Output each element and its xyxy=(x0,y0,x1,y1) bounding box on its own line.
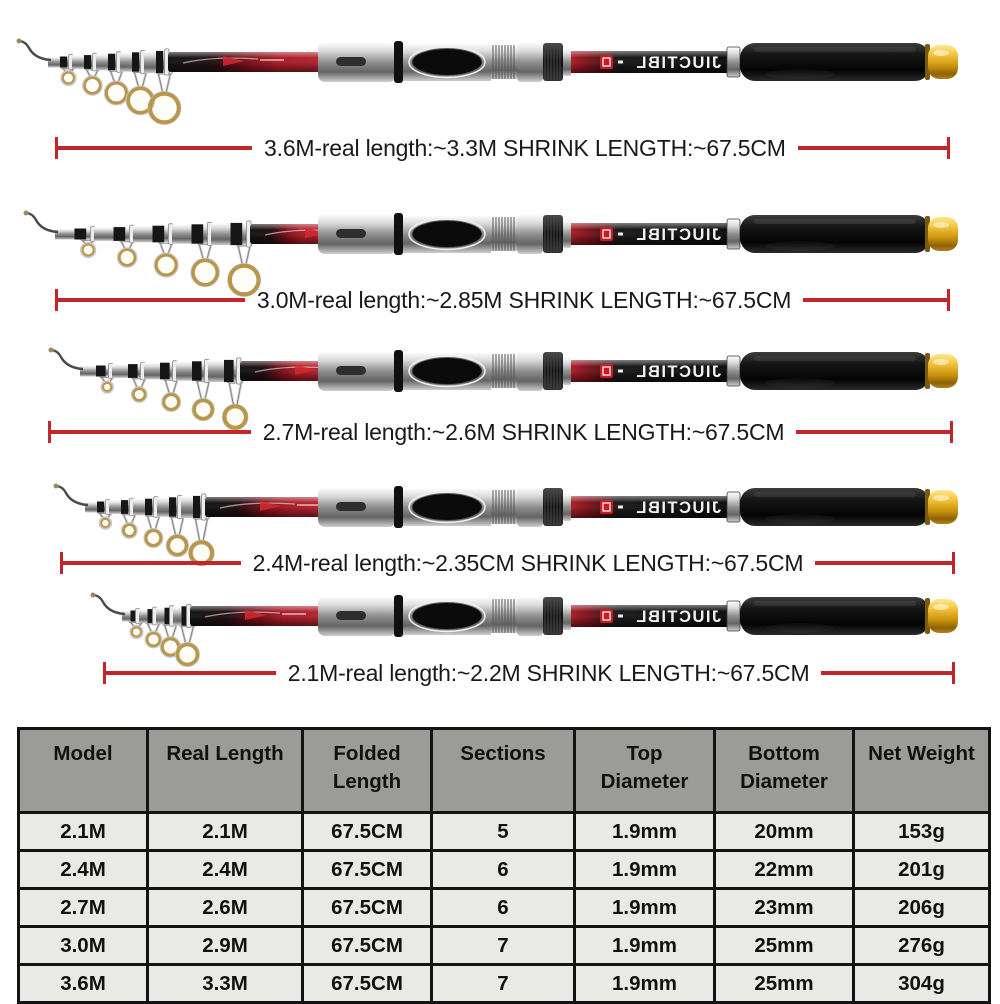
table-cell: 67.5CM xyxy=(303,813,432,851)
table-cell: 6 xyxy=(432,851,575,889)
table-cell: 3.0M xyxy=(19,927,148,965)
col-header-net-weight: Net Weight xyxy=(854,729,990,813)
measurement-text: 3.6M-real length:~3.3M SHRINK LENGTH:~67.5CM xyxy=(264,134,786,161)
spec-table xyxy=(17,727,991,1004)
table-row xyxy=(19,927,990,965)
table-cell: 2.4M xyxy=(148,851,303,889)
table-row xyxy=(19,851,990,889)
col-header-folded-length: Folded Length xyxy=(303,729,432,813)
table-cell: 3.6M xyxy=(19,965,148,1003)
table-cell: 1.9mm xyxy=(575,851,715,889)
measure-tick-right xyxy=(952,552,955,574)
table-cell: 25mm xyxy=(715,927,854,965)
table-cell: 2.1M xyxy=(19,813,148,851)
measure-line-left xyxy=(51,430,251,434)
table-cell: 304g xyxy=(854,965,990,1003)
measurement-2-1m xyxy=(103,660,955,686)
measure-line-right xyxy=(796,430,950,434)
col-header-bottom-diameter: Bottom Diameter xyxy=(715,729,854,813)
table-cell: 23mm xyxy=(715,889,854,927)
col-header-top-diameter: Top Diameter xyxy=(575,729,715,813)
measurement-text: 2.1M-real length:~2.2M SHRINK LENGTH:~67.5CM xyxy=(287,659,810,686)
rod-image-3-6m xyxy=(0,0,1000,127)
measurement-2-7m xyxy=(48,419,953,445)
table-row xyxy=(19,889,990,927)
table-cell: 1.9mm xyxy=(575,889,715,927)
measurement-3-6m xyxy=(55,135,950,161)
svg-text:JIUCTIBL: JIUCTIBL xyxy=(634,499,722,517)
table-cell: 67.5CM xyxy=(303,851,432,889)
table-cell: 1.9mm xyxy=(575,965,715,1003)
table-cell: 2.6M xyxy=(148,889,303,927)
table-cell: 7 xyxy=(432,927,575,965)
table-cell: 67.5CM xyxy=(303,965,432,1003)
svg-text:JIUCTIBL: JIUCTIBL xyxy=(634,54,722,72)
measure-line-right xyxy=(821,671,952,675)
table-cell: 3.3M xyxy=(148,965,303,1003)
col-header-real-length: Real Length xyxy=(148,729,303,813)
measure-line-left xyxy=(58,146,252,150)
table-cell: 25mm xyxy=(715,965,854,1003)
measure-tick-right xyxy=(952,662,955,684)
table-cell: 67.5CM xyxy=(303,889,432,927)
measure-line-right xyxy=(803,298,947,302)
measure-line-right xyxy=(815,561,952,565)
table-cell: 276g xyxy=(854,927,990,965)
table-cell: 5 xyxy=(432,813,575,851)
col-header-model: Model xyxy=(19,729,148,813)
table-cell: 2.1M xyxy=(148,813,303,851)
measure-tick-right xyxy=(947,137,950,159)
rod-image-3-0m xyxy=(0,169,1000,299)
table-cell: 22mm xyxy=(715,851,854,889)
table-cell: 1.9mm xyxy=(575,927,715,965)
table-cell: 6 xyxy=(432,889,575,927)
measure-line-left xyxy=(58,298,245,302)
measure-tick-right xyxy=(947,289,950,311)
table-header-row xyxy=(19,729,990,813)
table-cell: 201g xyxy=(854,851,990,889)
measure-line-left xyxy=(106,671,276,675)
col-header-sections: Sections xyxy=(432,729,575,813)
measure-line-left xyxy=(63,561,241,565)
measurement-text: 2.7M-real length:~2.6M SHRINK LENGTH:~67.5CM xyxy=(262,418,785,445)
svg-text:JIUCTIBL: JIUCTIBL xyxy=(634,608,722,626)
measure-line-right xyxy=(798,146,947,150)
table-cell: 67.5CM xyxy=(303,927,432,965)
table-cell: 2.4M xyxy=(19,851,148,889)
table-row xyxy=(19,813,990,851)
measurement-text: 3.0M-real length:~2.85M SHRINK LENGTH:~67.5CM xyxy=(256,286,792,313)
table-cell: 206g xyxy=(854,889,990,927)
table-cell: 1.9mm xyxy=(575,813,715,851)
rod-image-2-7m xyxy=(0,306,1000,436)
table-cell: 153g xyxy=(854,813,990,851)
table-cell: 7 xyxy=(432,965,575,1003)
table-cell: 20mm xyxy=(715,813,854,851)
measurement-text: 2.4M-real length:~2.35CM SHRINK LENGTH:~67.5CM xyxy=(252,549,804,576)
svg-text:JIUCTIBL: JIUCTIBL xyxy=(634,226,722,244)
table-cell: 2.7M xyxy=(19,889,148,927)
table-row xyxy=(19,965,990,1003)
svg-text:JIUCTIBL: JIUCTIBL xyxy=(634,363,722,381)
measure-tick-right xyxy=(950,421,953,443)
table-cell: 2.9M xyxy=(148,927,303,965)
measurement-3-0m xyxy=(55,287,950,313)
measurement-2-4m xyxy=(60,550,955,576)
